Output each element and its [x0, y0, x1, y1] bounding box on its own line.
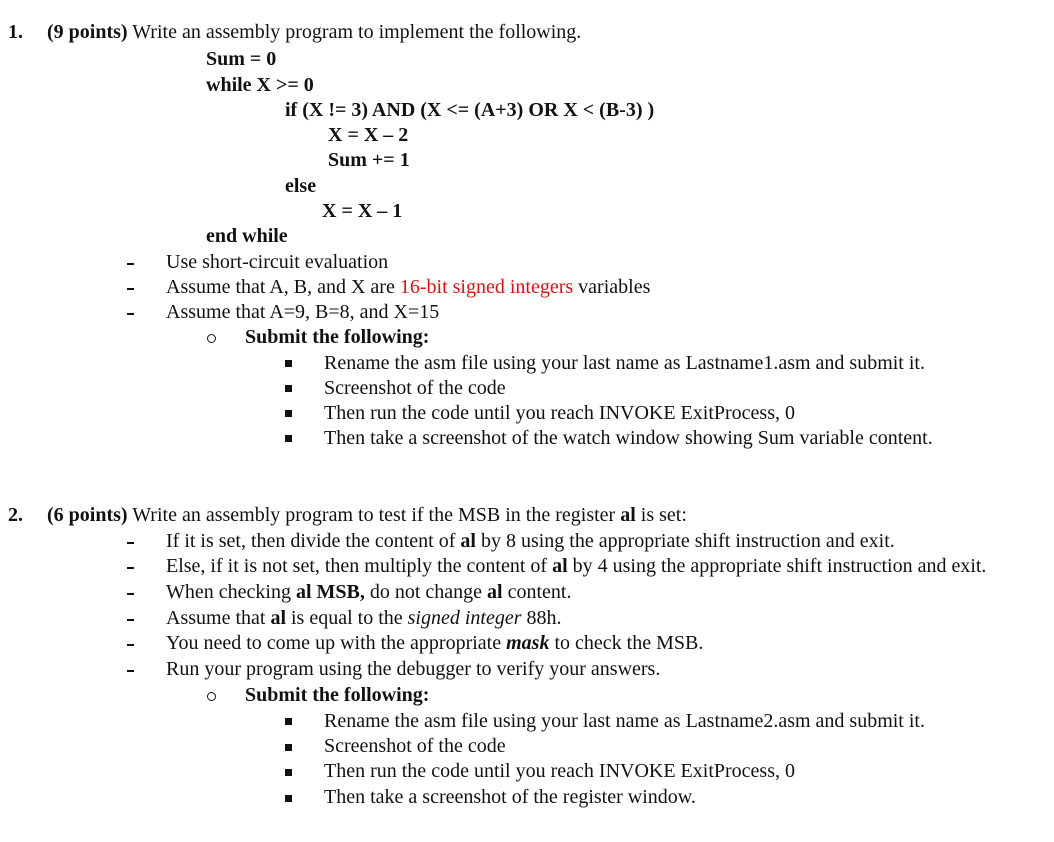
q2-prompt-post: is set:: [635, 504, 687, 526]
dash-bullet-icon: [127, 593, 134, 595]
q2-submit-heading: Submit the following:: [245, 684, 430, 706]
q2-prompt-register: al: [620, 504, 636, 526]
q2-bullet-3-b: al MSB,: [295, 581, 365, 603]
q2-bullet-1: [166, 529, 895, 553]
square-bullet-icon: [285, 385, 292, 392]
q2-bullet-4-type: signed integer: [407, 607, 522, 629]
q1-bullet-2-highlight: 16-bit signed integers: [399, 276, 574, 298]
dash-bullet-icon: [127, 313, 134, 315]
square-bullet-icon: [285, 744, 292, 751]
q1-code-line-8: end while: [206, 225, 288, 247]
q2-bullet-2-a: Else, if it is not set, then multiply the content of: [166, 555, 553, 577]
q2-header: [8, 503, 687, 527]
square-bullet-icon: [285, 435, 292, 442]
q2-bullet-3-a: When checking: [166, 581, 296, 603]
q2-bullet-1-c: by 8 using the appropriate shift instruction and exit.: [475, 530, 895, 552]
q1-code-line-4: X = X – 2: [328, 124, 409, 146]
q2-bullet-5-a: You need to come up with the appropriate: [166, 632, 507, 654]
q1-bullet-1: Use short-circuit evaluation: [166, 251, 389, 273]
q2-number: 2.: [8, 504, 23, 526]
q1-code-line-3: if (X != 3) AND (X <= (A+3) OR X < (B-3) ): [285, 99, 655, 121]
square-bullet-icon: [285, 795, 292, 802]
dash-bullet-icon: [127, 542, 134, 544]
q2-bullet-5-c: to check the MSB.: [549, 632, 704, 654]
dash-bullet-icon: [127, 263, 134, 265]
q1-number: 1.: [8, 21, 23, 43]
q2-submit-item-2: Screenshot of the code: [324, 735, 506, 757]
q2-prompt-pre: Write an assembly program to test if the MSB in the register: [132, 504, 621, 526]
q1-submit-item-1: Rename the asm file using your last name as Lastname1.asm and submit it.: [324, 352, 925, 374]
q1-code-line-5: Sum += 1: [328, 149, 410, 171]
dash-bullet-icon: [127, 644, 134, 646]
square-bullet-icon: [285, 718, 292, 725]
q2-bullet-1-register: al: [460, 530, 476, 552]
q2-bullet-4: [166, 606, 562, 630]
square-bullet-icon: [285, 410, 292, 417]
dash-bullet-icon: [127, 288, 134, 290]
circle-bullet-icon: [207, 334, 216, 343]
q1-submit-heading: Submit the following:: [245, 326, 430, 348]
q2-bullet-3-e: content.: [502, 581, 572, 603]
q2-bullet-2: [166, 554, 986, 578]
q1-bullet-3: Assume that A=9, B=8, and X=15: [166, 301, 440, 323]
dash-bullet-icon: [127, 670, 134, 672]
dash-bullet-icon: [127, 619, 134, 621]
square-bullet-icon: [285, 769, 292, 776]
q2-points: (6 points): [47, 504, 128, 526]
q2-bullet-5-mask: mask: [506, 632, 550, 654]
q2-bullet-4-e: 88h.: [521, 607, 562, 629]
q2-bullet-3-c: do not change: [364, 581, 488, 603]
q1-bullet-2-pre: Assume that A, B, and X are: [166, 276, 400, 298]
q1-submit-item-4: Then take a screenshot of the watch window showing Sum variable content.: [324, 427, 933, 449]
q1-submit-item-2: Screenshot of the code: [324, 377, 506, 399]
q2-bullet-4-a: Assume that: [166, 607, 271, 629]
q2-bullet-2-register: al: [552, 555, 568, 577]
q1-submit-item-3: Then run the code until you reach INVOKE ExitProcess, 0: [324, 402, 795, 424]
q2-bullet-3-register: al: [487, 581, 503, 603]
q1-code-line-6: else: [285, 175, 317, 197]
q2-submit-item-4: Then take a screenshot of the register window.: [324, 786, 696, 808]
q2-submit-item-3: Then run the code until you reach INVOKE ExitProcess, 0: [324, 760, 795, 782]
circle-bullet-icon: [207, 692, 216, 701]
q2-bullet-2-c: by 4 using the appropriate shift instruction and exit.: [567, 555, 987, 577]
q1-prompt: Write an assembly program to implement the following.: [132, 21, 582, 43]
q1-bullet-2-post: variables: [573, 276, 651, 298]
q1-bullet-2: [166, 275, 650, 299]
q2-bullet-3: [166, 580, 571, 604]
q1-code-line-2: while X >= 0: [206, 74, 314, 96]
square-bullet-icon: [285, 360, 292, 367]
q2-bullet-4-register: al: [270, 607, 286, 629]
q1-header: [8, 20, 581, 44]
q2-bullet-4-c: is equal to the: [286, 607, 408, 629]
q2-prompt: [132, 504, 687, 526]
q1-code-line-1: Sum = 0: [206, 48, 277, 70]
q2-bullet-6: Run your program using the debugger to verify your answers.: [166, 658, 661, 680]
q1-points: (9 points): [47, 21, 128, 43]
q2-bullet-5: [166, 631, 703, 655]
q2-submit-item-1: Rename the asm file using your last name as Lastname2.asm and submit it.: [324, 710, 925, 732]
q2-bullet-1-a: If it is set, then divide the content of: [166, 530, 461, 552]
dash-bullet-icon: [127, 567, 134, 569]
q1-code-line-7: X = X – 1: [322, 200, 403, 222]
